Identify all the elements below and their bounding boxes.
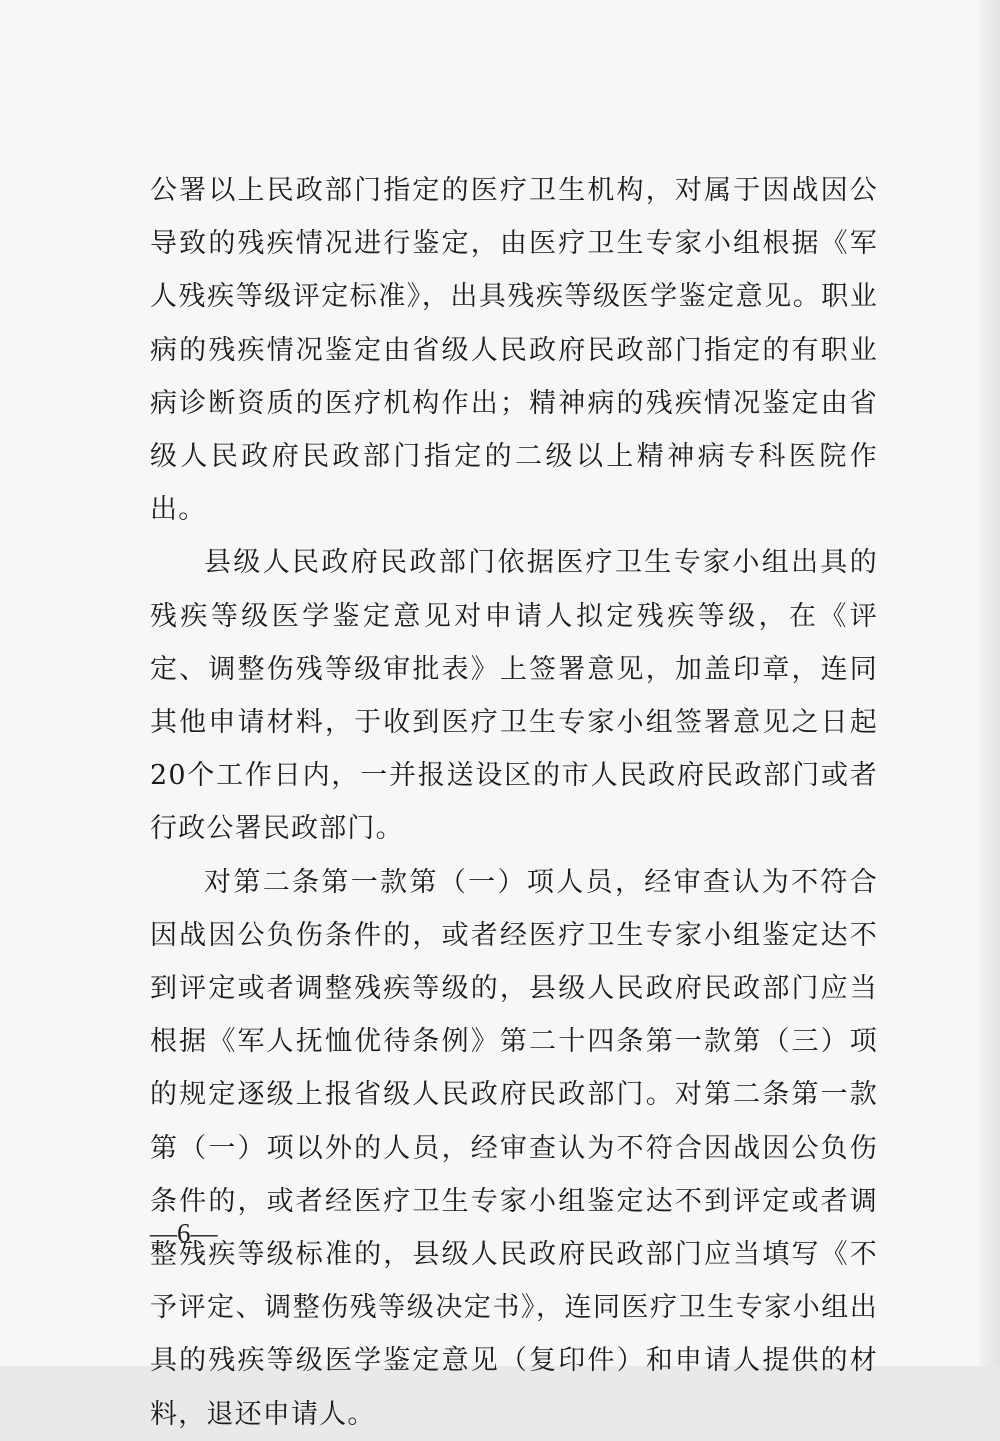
paragraph-1: 公署以上民政部门指定的医疗卫生机构，对属于因战因公导致的残疾情况进行鉴定，由医疗卫生专家小组根据《军人残疾等级评定标准》，出具残疾等级医学鉴定意见。职业病的残疾情况鉴定由省级人民政府民政部门指定的有职业病诊断资质的医疗机构作出；精神病的残疾情况鉴定由省级人民政府民政部门指定的二级以上精神病专科医院作出。 [150,175,878,526]
document-body [150,164,878,1441]
page-number: —6— [150,1218,218,1248]
scan-edge-shadow [980,0,1000,1366]
paragraph-2: 县级人民政府民政部门依据医疗卫生专家小组出具的残疾等级医学鉴定意见对申请人拟定残疾等级，在《评定、调整伤残等级审批表》上签署意见，加盖印章，连同其他申请材料，于收到医疗卫生专家小组签署意见之日起20个工作日内，一并报送设区的市人民政府民政部门或者行政公署民政部门。 [150,547,878,845]
paragraph-3: 对第二条第一款第（一）项人员，经审查认为不符合因战因公负伤条件的，或者经医疗卫生专家小组鉴定达不到评定或者调整残疾等级的，县级人民政府民政部门应当根据《军人抚恤优待条例》第二十四条第一款第（三）项的规定逐级上报省级人民政府民政部门。对第二条第一款第（一）项以外的人员，经审查认为不符合因战因公负伤条件的，或者经医疗卫生专家小组鉴定达不到评定或者调整残疾等级标准的，县级人民政府民政部门应当填写《不予评定、调整伤残等级决定书》，连同医疗卫生专家小组出具的残疾等级医学鉴定意见（复印件）和申请人提供的材料，退还申请人。 [150,866,878,1430]
